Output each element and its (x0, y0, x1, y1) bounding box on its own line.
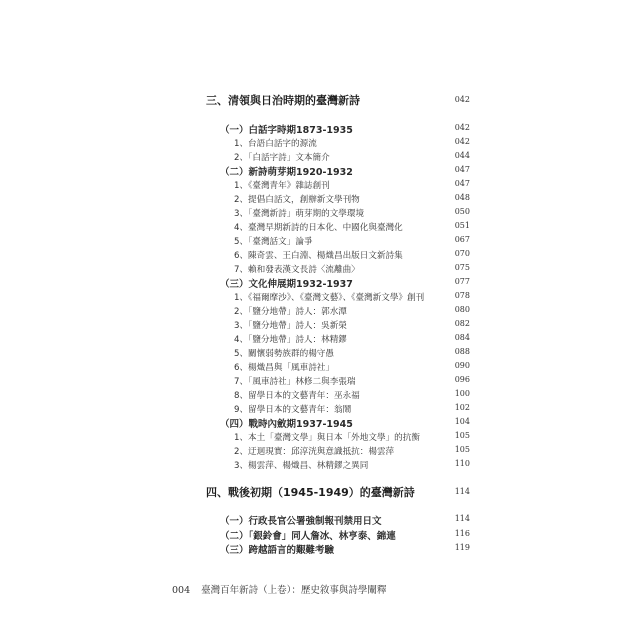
toc-page-number: 100 (454, 389, 470, 398)
toc-page-number: 104 (454, 417, 470, 426)
toc-page-number: 105 (454, 445, 470, 454)
toc-item: 6、楊熾昌與「風車詩社」 (234, 363, 334, 373)
toc-item: 3、「臺灣新詩」萌芽期的文學環境 (234, 209, 365, 219)
toc-page-number: 114 (454, 487, 470, 496)
toc-page-number: 114 (454, 514, 470, 523)
toc-page-number: 090 (454, 361, 470, 370)
toc-page-number: 067 (454, 235, 470, 244)
toc-item: 2、迂迴現實：邱淳洸與意識抵抗：楊雲萍 (234, 447, 395, 457)
folio-page-number: 004 (172, 585, 191, 596)
running-book-title: 臺灣百年新詩（上卷）：歷史敘事與詩學闡釋 (201, 585, 387, 596)
toc-item: 2、提倡白話文，創辦新文學刊物 (234, 195, 360, 205)
toc-item: 1、台語白話字的源流 (234, 139, 317, 149)
toc-page-number: 116 (454, 529, 470, 538)
toc-subsection-title: （一）行政長官公署強制報刊禁用日文 (220, 516, 382, 527)
toc-item: 9、留學日本的文藝青年：翁鬧 (234, 405, 352, 415)
toc-page-number: 051 (454, 221, 470, 230)
toc-item: 7、賴和發表漢文長詩〈流離曲〉 (234, 265, 360, 275)
toc-page-number: 082 (454, 319, 470, 328)
toc-page-number: 044 (454, 151, 470, 160)
toc-page-number: 042 (454, 123, 470, 132)
toc-subsection-title: （三）跨越語言的艱難考驗 (220, 545, 335, 556)
toc-page-number: 102 (454, 403, 470, 412)
toc-subsection-title: （二）新詩萌芽期1920-1932 (220, 167, 353, 178)
toc-item: 6、陳奇雲、王白淵、楊熾昌出版日文新詩集 (234, 251, 403, 261)
toc-item: 8、留學日本的文藝青年：巫永福 (234, 391, 360, 401)
toc-page-number: 084 (454, 333, 470, 342)
toc-page-number: 047 (454, 179, 470, 188)
toc-item: 5、「臺灣話文」論爭 (234, 237, 313, 247)
toc-item: 3、楊雲萍、楊熾昌、林精鏐之異同 (234, 461, 369, 471)
toc-page-number: 042 (454, 95, 470, 104)
toc-subsection-title: （四）戰時內斂期1937-1945 (220, 419, 353, 430)
toc-section-title: 三、清領與日治時期的臺灣新詩 (206, 94, 360, 107)
toc-page-number: 078 (454, 291, 470, 300)
toc-subsection-title: （二）「銀鈴會」同人詹冰、林亨泰、錦連 (220, 531, 396, 542)
toc-page-number: 096 (454, 375, 470, 384)
toc-section-title: 四、戰後初期（1945-1949）的臺灣新詩 (206, 486, 415, 499)
toc-subsection-title: （一）白話字時期1873-1935 (220, 125, 353, 136)
toc-page-number: 050 (454, 207, 470, 216)
toc-page-number: 080 (454, 305, 470, 314)
toc-item: 3、「鹽分地帶」詩人：吳新榮 (234, 321, 347, 331)
toc-page-number: 075 (454, 263, 470, 272)
toc-item: 4、臺灣早期新詩的日本化、中國化與臺灣化 (234, 223, 403, 233)
toc-item: 1、本土「臺灣文學」與日本「外地文學」的抗衡 (234, 433, 420, 443)
toc-page-number: 105 (454, 431, 470, 440)
toc-page-number: 077 (454, 277, 470, 286)
toc-page-number: 042 (454, 137, 470, 146)
toc-item: 1、《福爾摩沙》、《臺灣文藝》、《臺灣新文學》創刊 (234, 293, 425, 303)
page-footer (172, 582, 386, 596)
toc-page-number: 048 (454, 193, 470, 202)
toc-page-number: 047 (454, 165, 470, 174)
toc-item: 7、「風車詩社」林修二與李張瑞 (234, 377, 356, 387)
toc-item: 1、《臺灣青年》雜誌創刊 (234, 181, 330, 191)
toc-page-number: 070 (454, 249, 470, 258)
toc-item: 2、「白話字詩」文本簡介 (234, 153, 330, 163)
toc-item: 2、「鹽分地帶」詩人：郭水潭 (234, 307, 347, 317)
toc-page-number: 110 (454, 459, 470, 468)
toc-page-number: 119 (454, 543, 470, 552)
toc-item: 4、「鹽分地帶」詩人：林精鏐 (234, 335, 347, 345)
toc-page-number: 088 (454, 347, 470, 356)
toc-subsection-title: （三）文化伸展期1932-1937 (220, 279, 353, 290)
toc-item: 5、關懷弱勢族群的楊守愚 (234, 349, 334, 359)
